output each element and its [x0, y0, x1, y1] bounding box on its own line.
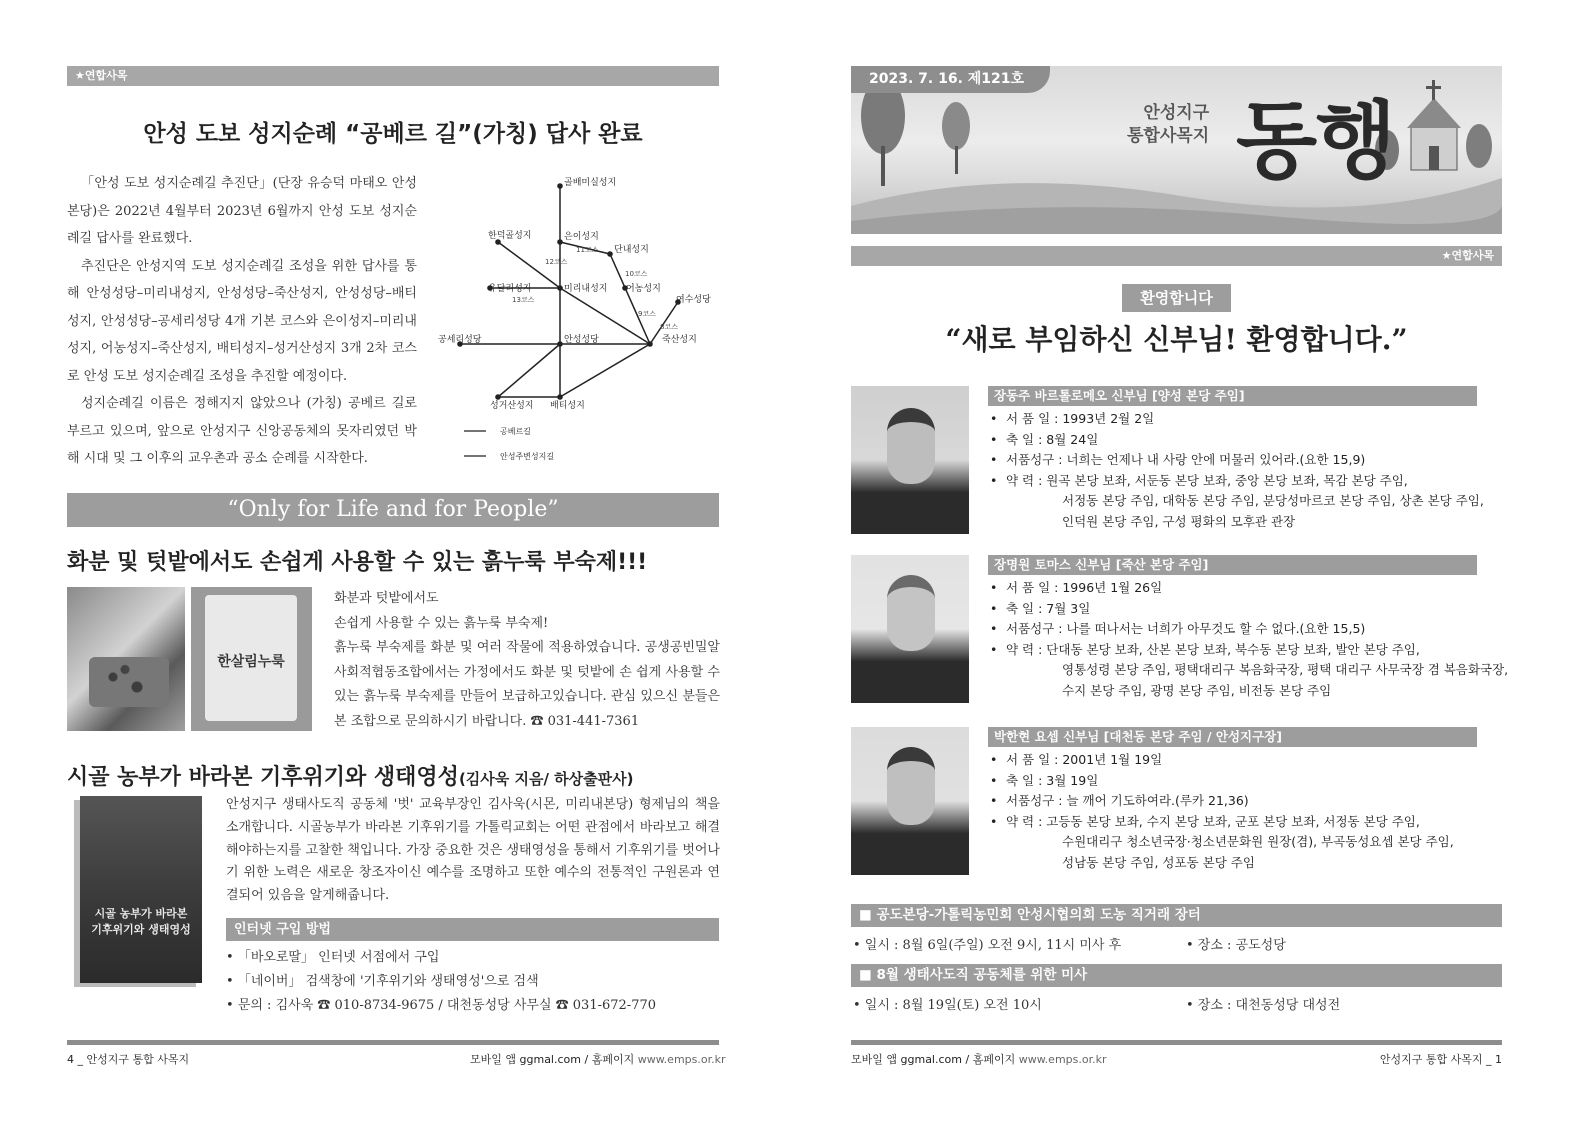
info-career-cont: 성남동 본당 주임, 성포동 본당 주임: [1062, 854, 1255, 870]
map-node: [557, 285, 563, 291]
route-line: [560, 344, 650, 397]
info-career: • 약 력 : 고등동 본당 보좌, 수지 본당 보좌, 군포 본당 보좌, 서정동 본당 주임,: [990, 813, 1420, 829]
left-section-tag: ★연합사목: [67, 66, 719, 86]
article3-title-main: 시골 농부가 바라본 기후위기와 생태영성: [67, 765, 459, 790]
map-label: 여수성당: [676, 295, 711, 305]
info-motto: • 서품성구 : 나를 떠나서는 너희가 아무것도 할 수 없다.(요한 15,5): [990, 621, 1366, 636]
priest-header: 장명원 토마스 신부님 [죽산 본당 주임]: [988, 555, 1477, 575]
info-career: • 약 력 : 단대동 본당 보좌, 산본 본당 보좌, 북수동 본당 보좌, 발안 본당 주임,: [990, 641, 1420, 657]
label-feast: 축 일 :: [1006, 431, 1047, 447]
map-node: [647, 341, 653, 347]
purchase-list: [226, 946, 720, 1018]
info-career-cont: 수지 본당 주임, 광명 본당 주임, 비전동 본당 주임: [1062, 682, 1332, 698]
value-feast: 7월 3일: [1046, 600, 1091, 616]
map-label: 배티성지: [550, 401, 585, 411]
home-link[interactable]: www.emps.or.kr: [637, 1053, 726, 1066]
priest-photo: [851, 727, 969, 875]
purchase-item-text: 「바오로딸」 인터넷 서점에서 구입: [237, 950, 440, 965]
map-label: 유달리성지: [488, 284, 532, 294]
event-date: • 일시 : 8월 6일(주일) 오전 9시, 11시 미사 후: [853, 938, 1122, 953]
map-label: 성거산성지: [490, 401, 534, 411]
info-ordination: • 서 품 일 : 1996년 1월 26일: [990, 580, 1163, 595]
map-label: 어농성지: [626, 284, 661, 294]
value-feast: 8월 24일: [1046, 431, 1099, 447]
motto-banner: “Only for Life and for People”: [67, 493, 719, 527]
event-header: ■ 공도본당-가톨릭농민회 안성시협의회 도농 직거래 장터: [851, 904, 1502, 927]
article3-title-sub: (김사욱 지음/ 하상출판사): [458, 770, 634, 788]
app-label: 모바일 앱: [470, 1053, 517, 1066]
label-motto: 서품성구 :: [1006, 621, 1067, 636]
course-label: 11코스: [576, 246, 599, 254]
purchase-item: • 「네이버」 검색창에 '기후위기와 생태영성'으로 검색: [226, 974, 539, 989]
value-feast: 3월 19일: [1046, 772, 1099, 788]
course-label: 13코스: [512, 296, 535, 304]
map-label: 공세리성당: [438, 335, 482, 345]
priest-header: 박한현 요셉 신부님 [대천동 본당 주임 / 안성지구장]: [988, 727, 1477, 747]
purchase-item: • 문의 : 김사욱 ☎ 010-8734-9675 / 대천동성당 사무실 ☎ 031-672-770: [226, 998, 657, 1013]
route-line: [610, 254, 650, 344]
masthead: [851, 66, 1502, 234]
label-feast: 축 일 :: [1006, 772, 1047, 788]
purchase-header: 인터넷 구입 방법: [226, 918, 719, 941]
article2-title: 화분 및 텃밭에서도 손쉽게 사용할 수 있는 흙누룩 부숙제!!!: [67, 550, 648, 575]
priest-photo: [851, 555, 969, 703]
article3-body: 안성지구 생태사도직 공동체 '벗' 교육부장인 김사욱(시몬, 미리내본당) 형제님의 책을 소개합니다. 시골농부가 바라본 기후위기를 가톨릭교회는 어떤 관점에서 바라보고 해결해야하는지를 고찰한 책입니다. 가장 중요한 것은 생태영성을 통해서 기후위기를 벗어나기 위한 노력은 새로운 창조자이신 예수를 조명하고 또한 예수의 전통적인 구원론과 연결되어 있음을 알게해줍니다.: [226, 797, 720, 904]
value-career: 고등동 본당 보좌, 수지 본당 보좌, 군포 본당 보좌, 서정동 본당 주임,: [1046, 813, 1420, 829]
paragraph: 성지순례길 이름은 정해지지 않았으나 (가칭) 공베르 길로 부르고 있으며, 앞으로 안성지구 신앙공동체의 못자리였던 박해 시대 및 그 이후의 교우촌과 공소 순례를 시작한다.: [67, 396, 417, 466]
masthead-title: 동행: [1236, 91, 1395, 190]
map-label: 골배미실성지: [564, 178, 617, 188]
label-career: 약 력 :: [1006, 641, 1047, 657]
map-node: [557, 341, 563, 347]
map-label: 단내성지: [614, 245, 649, 255]
left-article-title: 안성 도보 성지순례 “공베르 길”(가칭) 답사 완료: [143, 121, 643, 147]
label-motto: 서품성구 :: [1006, 793, 1067, 808]
purchase-item-text: 문의 : 김사욱 ☎ 010-8734-9675 / 대천동성당 사무실 ☎ 031-672-770: [237, 998, 657, 1013]
purchase-item: • 「바오로딸」 인터넷 서점에서 구입: [226, 950, 440, 965]
info-ordination: • 서 품 일 : 2001년 1월 19일: [990, 752, 1163, 767]
map-label: 한덕골성지: [488, 231, 532, 241]
value-career: 원곡 본당 보좌, 서둔동 본당 보좌, 중앙 본당 보좌, 목감 본당 주임,: [1046, 472, 1408, 488]
map-label: 안성성당: [564, 335, 599, 345]
value-career: 단대동 본당 보좌, 산본 본당 보좌, 북수동 본당 보좌, 발안 본당 주임,: [1046, 641, 1420, 657]
info-career-cont: 인덕원 본당 주임, 구성 평화의 모후관 관장: [1062, 513, 1296, 529]
info-motto: • 서품성구 : 늘 깨어 기도하여라.(루카 21,36): [990, 793, 1249, 808]
paragraph: 추진단은 안성지역 도보 성지순례길 조성을 위한 답사를 통해 안성성당–미리내성지, 안성성당–죽산성지, 안성성당–배티성지, 안성성당–공세리성당 4개 기본 코스와 은이성지–미리내성지, 어농성지–죽산성지, 배티성지–성거산성지 3개 2차 코스로 안성 도보 성지순례길 조성을 추진할 예정이다.: [67, 258, 417, 384]
text-line: 손쉽게 사용할 수 있는 흙누룩 부숙제!: [334, 615, 549, 631]
book-cover-title: 시골 농부가 바라본 기후위기와 생태영성: [91, 907, 191, 936]
priest-info: [990, 578, 1508, 701]
map-label: 은이성지: [564, 232, 599, 242]
label-ordination: 서 품 일 :: [1006, 411, 1063, 426]
info-career-cont: 수원대리구 청소년국장·청소년문화원 원장(겸), 부곡동성요셉 본당 주임,: [1062, 834, 1454, 849]
right-footer-page: 안성지구 통합 사목지 _ 1: [1379, 1053, 1502, 1066]
course-label: 8코스: [660, 323, 678, 331]
paragraph: 「안성 도보 성지순례길 추진단」(단장 유승덕 마태오 안성본당)은 2022년 4월부터 2023년 6월까지 안성 도보 성지순례길 답사를 완료했다.: [67, 176, 417, 246]
masthead-subtitle-2: 통합사목지: [1127, 126, 1210, 146]
home-link[interactable]: www.emps.or.kr: [1018, 1053, 1107, 1066]
left-footer-links: 모바일 앱 ggmal.com / 홈페이지 www.emps.or.kr: [470, 1053, 726, 1066]
info-motto: • 서품성구 : 너희는 언제나 내 사랑 안에 머물러 있어라.(요한 15,9): [990, 452, 1366, 467]
info-feast: • 축 일 : 3월 19일: [990, 772, 1099, 788]
welcome-badge: 환영합니다: [1122, 284, 1231, 312]
text-line: 화분과 텃밭에서도: [334, 591, 439, 606]
compost-bag-photo: [191, 587, 312, 731]
text-line: 흙누룩 부숙제를 화분 및 여러 작물에 적용하였습니다. 공생공빈밀알 사회적협동조합에서는 가정에서도 화분 및 텃밭에 손 쉽게 사용할 수 있는 흙누룩 부숙제를 만들어 보급하고있습니다. 관심 있으신 분들은 본 조합으로 문의하시기 바랍니다. ☎ 031-441-7361: [334, 640, 720, 729]
map-label: 죽산성지: [662, 335, 697, 345]
welcome-title: “새로 부임하신 신부님! 환영합니다.”: [945, 323, 1408, 356]
label-feast: 축 일 :: [1006, 600, 1047, 616]
label-career: 약 력 :: [1006, 813, 1047, 829]
label-motto: 서품성구 :: [1006, 452, 1067, 467]
info-ordination: • 서 품 일 : 1993년 2월 2일: [990, 411, 1155, 426]
right-footer-links: 모바일 앱 ggmal.com / 홈페이지 www.emps.or.kr: [851, 1053, 1107, 1066]
priest-info: [990, 750, 1454, 873]
course-label: 12코스: [545, 258, 568, 266]
left-footer-page: 4 _ 안성지구 통합 사목지: [67, 1053, 190, 1066]
book-cover: [80, 796, 202, 983]
value-ordination: 1993년 2월 2일: [1062, 411, 1155, 426]
compost-hands-photo: [67, 587, 185, 731]
map-node: [495, 394, 501, 400]
article3-title: [67, 760, 719, 791]
course-label: 10코스: [625, 270, 648, 278]
info-career: • 약 력 : 원곡 본당 보좌, 서둔동 본당 보좌, 중앙 본당 보좌, 목감 본당 주임,: [990, 472, 1408, 488]
pilgrimage-route-map: [430, 172, 720, 472]
value-ordination: 1996년 1월 26일: [1062, 580, 1163, 595]
purchase-item-text: 「네이버」 검색창에 '기후위기와 생태영성'으로 검색: [237, 974, 539, 989]
info-feast: • 축 일 : 7월 3일: [990, 600, 1091, 616]
event-header: ■ 8월 생태사도직 공동체를 위한 미사: [851, 964, 1502, 987]
bag-label: 한살림누룩: [217, 654, 285, 670]
info-career-cont: 서정동 본당 주임, 대학동 본당 주임, 분당성마르코 본당 주임, 상촌 본당 주임,: [1062, 493, 1484, 508]
right-section-tag: ★연합사목: [851, 246, 1502, 266]
issue-badge: 2023. 7. 16. 제121호: [851, 66, 1050, 93]
event-place: • 장소 : 대천동성당 대성전: [1186, 998, 1341, 1013]
map-node: [557, 183, 563, 189]
map-label: 미리내성지: [564, 284, 608, 294]
app-label: 모바일 앱: [851, 1053, 898, 1066]
legend-label: 안성주변성지길: [500, 452, 555, 461]
masthead-subtitle: [1127, 102, 1209, 148]
value-ordination: 2001년 1월 19일: [1062, 752, 1163, 767]
app-link[interactable]: ggmal.com: [519, 1053, 581, 1066]
course-label: 9코스: [638, 310, 656, 318]
article2-body: [334, 587, 720, 734]
masthead-subtitle-1: 안성지구: [1143, 103, 1210, 123]
priest-info: [990, 409, 1484, 532]
app-link[interactable]: ggmal.com: [900, 1053, 962, 1066]
info-career-cont: 영통성령 본당 주임, 평택대리구 복음화국장, 평택 대리구 사무국장 겸 복음화국장,: [1062, 662, 1509, 677]
priest-header: 장동주 바르톨로메오 신부님 [양성 본당 주임]: [988, 386, 1477, 406]
right-footer-rule: [851, 1040, 1502, 1045]
priest-photo: [851, 386, 969, 534]
left-footer-rule: [67, 1040, 719, 1045]
home-label: 홈페이지: [591, 1053, 635, 1066]
map-node: [557, 239, 563, 245]
value-motto: 늘 깨어 기도하여라.(루카 21,36): [1066, 793, 1249, 808]
value-motto: 나를 떠나서는 너희가 아무것도 할 수 없다.(요한 15,5): [1066, 621, 1366, 636]
map-node: [557, 394, 563, 400]
label-ordination: 서 품 일 :: [1006, 752, 1063, 767]
event-date: • 일시 : 8월 19일(토) 오전 10시: [853, 998, 1042, 1013]
map-node: [607, 251, 613, 257]
label-career: 약 력 :: [1006, 472, 1047, 488]
route-line: [498, 344, 560, 397]
home-label: 홈페이지: [972, 1053, 1016, 1066]
info-feast: • 축 일 : 8월 24일: [990, 431, 1099, 447]
left-article-body: [67, 170, 417, 473]
legend-label: 공베르길: [500, 427, 531, 436]
label-ordination: 서 품 일 :: [1006, 580, 1063, 595]
event-place: • 장소 : 공도성당: [1186, 938, 1286, 953]
value-motto: 너희는 언제나 내 사랑 안에 머물러 있어라.(요한 15,9): [1066, 452, 1366, 467]
